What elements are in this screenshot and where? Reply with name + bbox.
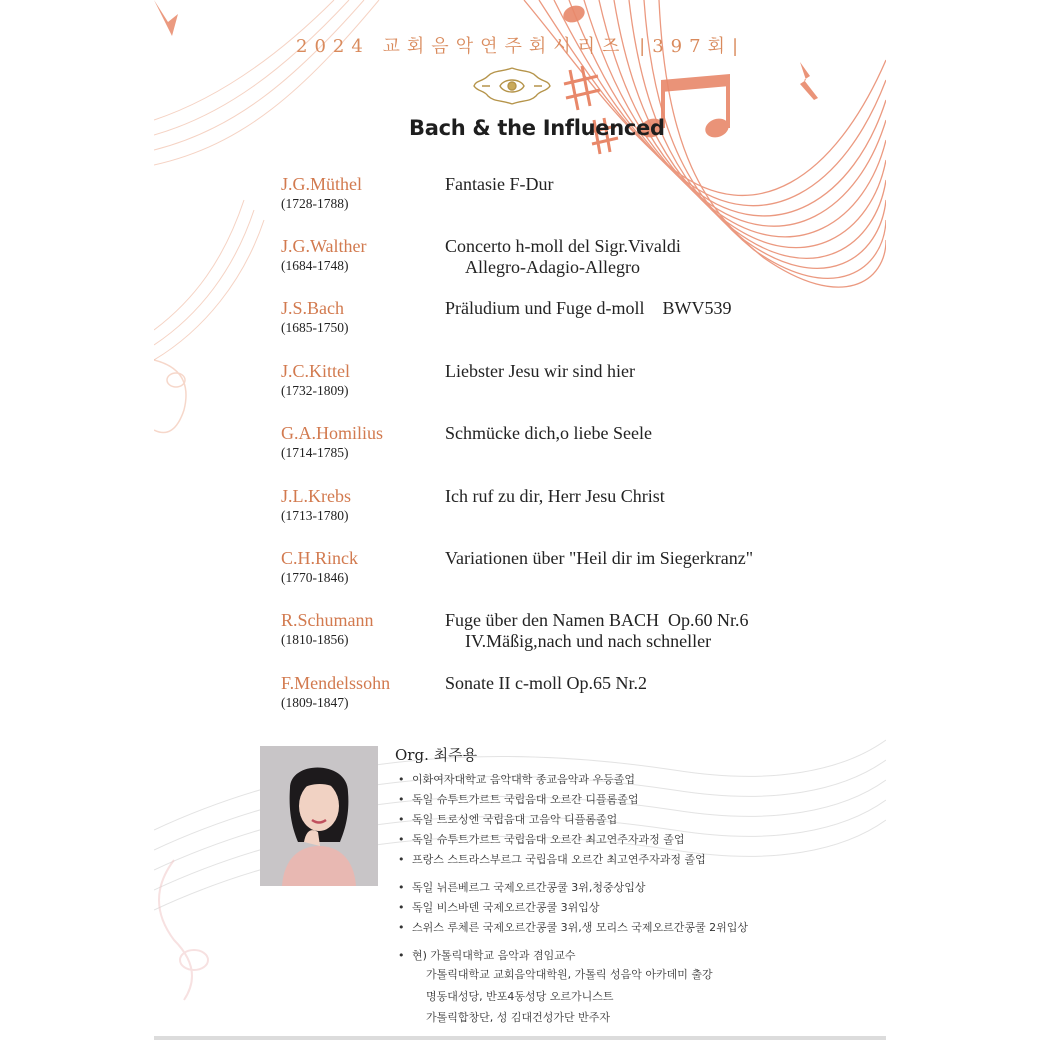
bio-subitem: 명동대성당, 반포4동성당 오르가니스트 <box>426 990 614 1003</box>
work-title: Schmücke dich,o liebe Seele <box>445 423 652 443</box>
composer-years: (1713-1780) <box>281 508 349 523</box>
composer-name: F.Mendelssohn <box>281 673 391 693</box>
program-item <box>281 548 841 604</box>
bio-item: • 스위스 루체른 국제오르간콩쿨 3위,생 모리스 국제오르간콩쿨 2위입상 <box>398 921 748 934</box>
composer-name: R.Schumann <box>281 610 374 630</box>
work-title: Variationen über "Heil dir im Siegerkranz" <box>445 548 754 568</box>
work-title: Präludium und Fuge d-moll BWV539 <box>445 298 732 318</box>
composer-name: J.G.Müthel <box>281 174 362 194</box>
bio-item: • 프랑스 스트라스부르그 국립음대 오르간 최고연주자과정 졸업 <box>398 853 706 866</box>
concert-title: Bach & the Influenced <box>409 116 665 140</box>
work-title: Fuge über den Namen BACH Op.60 Nr.6 <box>445 610 749 630</box>
ornament-icon <box>472 62 552 110</box>
composer-years: (1714-1785) <box>281 445 349 460</box>
work-subtitle: IV.Mäßig,nach und nach schneller <box>465 631 712 651</box>
composer-years: (1684-1748) <box>281 258 349 273</box>
performer-name: Org. 최주용 <box>395 746 478 764</box>
composer-name: J.S.Bach <box>281 298 344 318</box>
composer-years: (1685-1750) <box>281 320 349 335</box>
bio-subitem: 가톨릭대학교 교회음악대학원, 가톨릭 성음악 아카데미 출강 <box>426 968 713 981</box>
performer-photo <box>260 746 378 886</box>
bio-item: • 독일 뉘른베르그 국제오르간콩쿨 3위,청중상입상 <box>398 881 646 894</box>
work-title: Sonate II c-moll Op.65 Nr.2 <box>445 673 647 693</box>
composer-years: (1809-1847) <box>281 695 349 710</box>
composer-name: J.L.Krebs <box>281 486 351 506</box>
program-item <box>281 236 841 292</box>
performer-bio <box>398 770 748 966</box>
bio-item: • 현) 가톨릭대학교 음악과 겸임교수 <box>398 949 576 962</box>
program-item <box>281 673 841 729</box>
program-item <box>281 298 841 354</box>
work-subtitle: Allegro-Adagio-Allegro <box>465 257 640 277</box>
work-title: Concerto h-moll del Sigr.Vivaldi <box>445 236 681 256</box>
program-item <box>281 174 841 230</box>
program-item <box>281 610 841 666</box>
bio-subitem: 가톨릭합창단, 성 김대건성가단 반주자 <box>426 1011 611 1024</box>
concert-program-page <box>154 0 886 1040</box>
composer-name: C.H.Rinck <box>281 548 359 568</box>
work-title: Ich ruf zu dir, Herr Jesu Christ <box>445 486 665 506</box>
program-item <box>281 361 841 417</box>
composer-name: J.G.Walther <box>281 236 367 256</box>
work-title: Fantasie F-Dur <box>445 174 554 194</box>
program-item <box>281 423 841 479</box>
composer-years: (1728-1788) <box>281 196 349 211</box>
bio-item: • 독일 트로싱엔 국립음대 고음악 디플롬졸업 <box>398 813 618 826</box>
composer-years: (1810-1856) <box>281 632 349 647</box>
bio-item: • 독일 비스바덴 국제오르간콩쿨 3위입상 <box>398 901 600 914</box>
composer-years: (1770-1846) <box>281 570 349 585</box>
program-item <box>281 486 841 542</box>
bio-item: • 독일 슈투트가르트 국립음대 오르간 최고연주자과정 졸업 <box>398 833 685 846</box>
work-title: Liebster Jesu wir sind hier <box>445 361 635 381</box>
page-edge <box>154 1036 886 1040</box>
composer-name: G.A.Homilius <box>281 423 384 443</box>
bio-item: • 독일 슈투트가르트 국립음대 오르간 디플롬졸업 <box>398 793 639 806</box>
composer-years: (1732-1809) <box>281 383 349 398</box>
bio-item: • 이화여자대학교 음악대학 종교음악과 우등졸업 <box>398 773 636 786</box>
composer-name: J.C.Kittel <box>281 361 351 381</box>
series-heading: 2024 교회음악연주회시리즈 |397회| <box>296 36 746 57</box>
